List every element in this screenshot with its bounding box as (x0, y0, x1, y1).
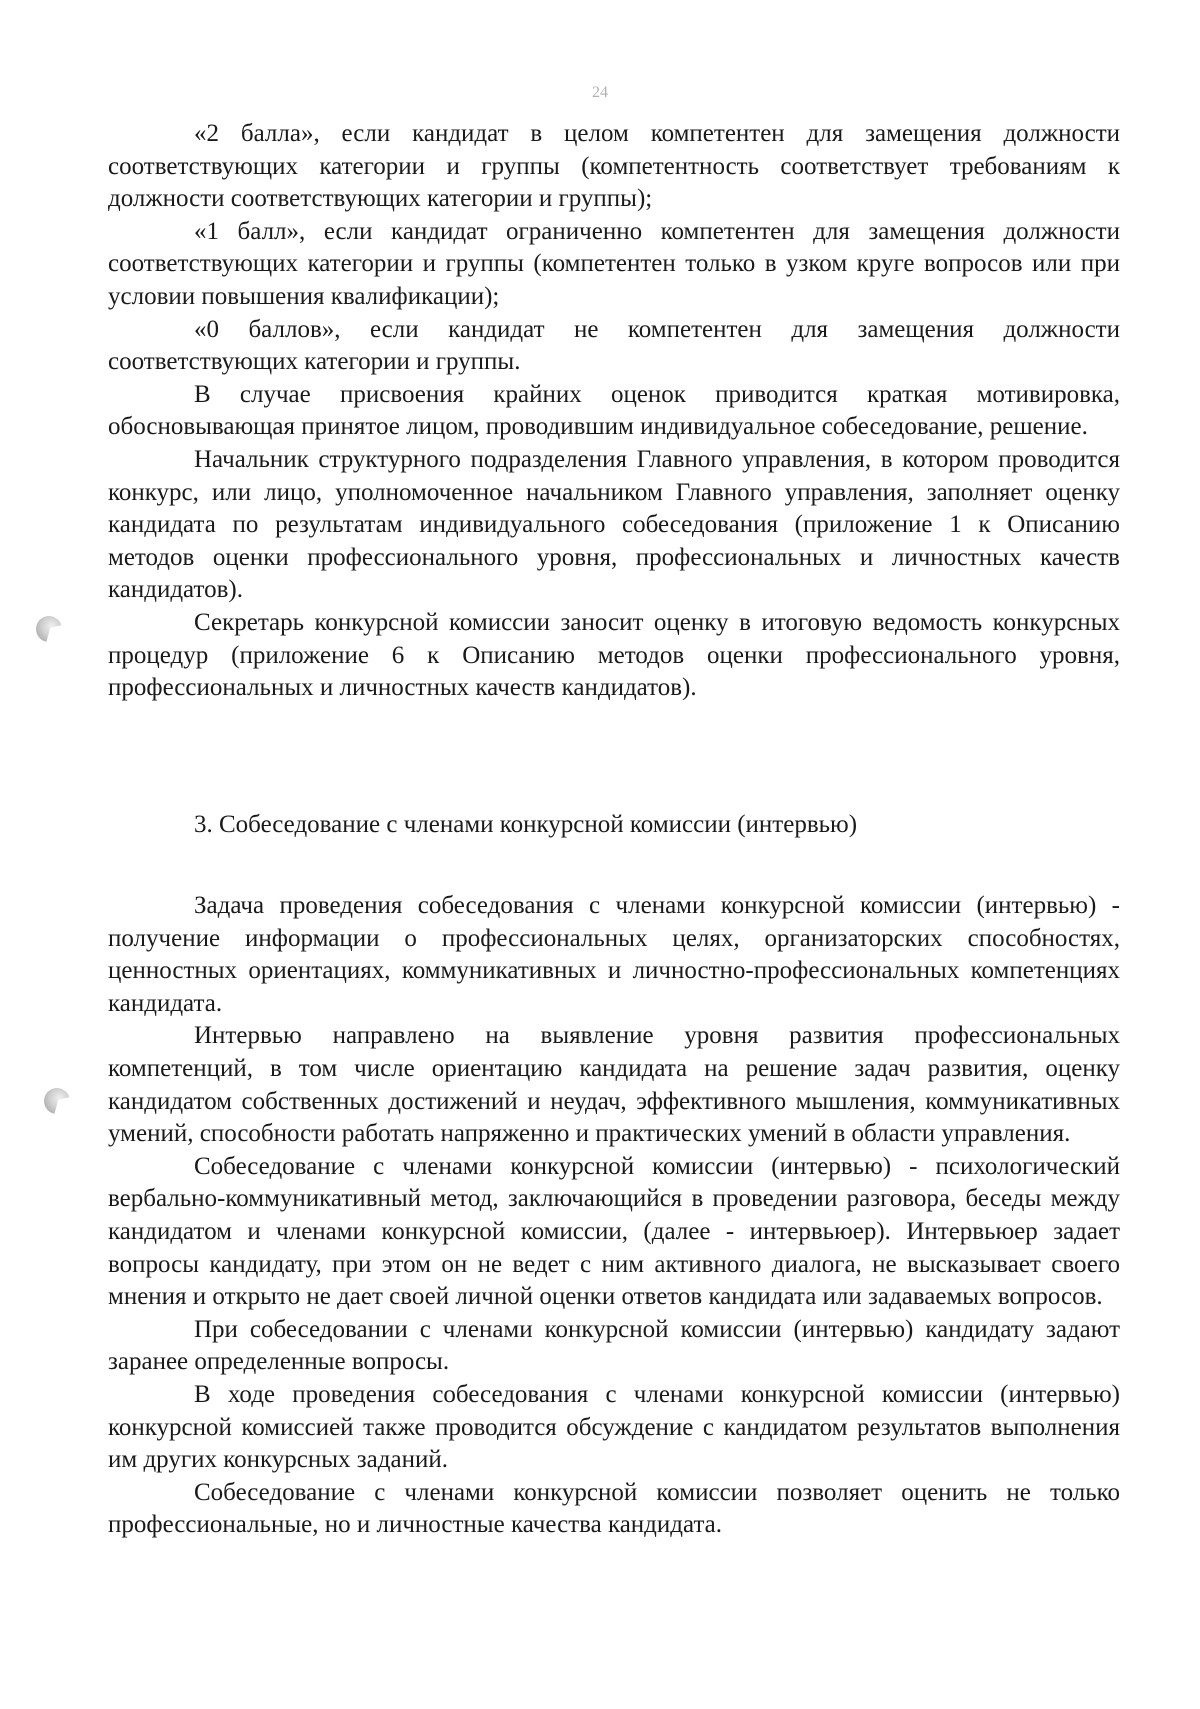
page-number: 24 (592, 84, 608, 101)
punch-hole-mark (36, 616, 62, 642)
paragraph-interview-value: Собеседование с членами конкурсной комиссии позволяет оценить не только профессиональные, но и личностные качества кандидата. (108, 1478, 1120, 1539)
paragraph-score-1: «1 балл», если кандидат ограниченно компетентен для замещения должности соответствующих категории и группы (компетентен только в узком круге вопросов или при условии повышения квалификации); (108, 217, 1120, 310)
paragraph-interview-goal: Задача проведения собеседования с членами конкурсной комиссии (интервью) - получение информации о профессиональных целях, организаторских способностях, ценностных ориентациях, коммуникативных и личностно-профессиональных компетенциях кандидата. (108, 892, 1120, 1017)
paragraph-head-of-unit: Начальник структурного подразделения Главного управления, в котором проводится конкурс, или лицо, уполномоченное начальником Главного управления, заполняет оценку кандидата по результатам индивидуального собеседования (приложение 1 к Описанию методов оценки профессионального уровня, профессиональных и личностных качеств кандидатов). (108, 445, 1120, 604)
section-heading: 3. Собеседование с членами конкурсной комиссии (интервью) (194, 811, 858, 838)
paragraph-score-0: «0 баллов», если кандидат не компетентен для замещения должности соответствующих категории и группы. (108, 315, 1120, 376)
paragraph-predefined-questions: При собеседовании с членами конкурсной комиссии (интервью) кандидату задают заранее определенные вопросы. (108, 1315, 1120, 1376)
scoring-criteria-text (108, 118, 1120, 705)
punch-hole-mark (44, 1088, 70, 1114)
paragraph-interview-method: Собеседование с членами конкурсной комиссии (интервью) - психологический вербально-коммуникативный метод, заключающийся в проведении разговора, беседы между кандидатом и членами конкурсной комиссии, (далее - интервьюер). Интервьюер задает вопросы кандидату, при этом он не ведет с ним активного диалога, не высказывает своего мнения и открыто не дает своей личной оценки ответов кандидата или задаваемых вопросов. (108, 1152, 1120, 1311)
interview-section-text (108, 890, 1120, 1542)
paragraph-secretary: Секретарь конкурсной комиссии заносит оценку в итоговую ведомость конкурсных процедур (приложение 6 к Описанию методов оценки профессионального уровня, профессиональных и личностных качеств кандидатов). (108, 608, 1120, 702)
paragraph-interview-focus: Интервью направлено на выявление уровня развития профессиональных компетенций, в том числе ориентацию кандидата на решение задач развития, оценку кандидатом собственных достижений и неудач, эффективного мышления, коммуникативных умений, способности работать напряженно и практических умений в области управления. (108, 1022, 1120, 1148)
paragraph-results-discussion: В ходе проведения собеседования с членами конкурсной комиссии (интервью) конкурсной комиссией также проводится обсуждение с кандидатом результатов выполнения им других конкурсных заданий. (108, 1380, 1120, 1474)
paragraph-score-2: «2 балла», если кандидат в целом компетентен для замещения должности соответствующих категории и группы (компетентность соответствует требованиям к должности соответствующих категории и группы); (108, 120, 1120, 213)
paragraph-extreme-scores: В случае присвоения крайних оценок приводится краткая мотивировка, обосновывающая принятое лицом, проводившим индивидуальное собеседование, решение. (108, 380, 1120, 441)
